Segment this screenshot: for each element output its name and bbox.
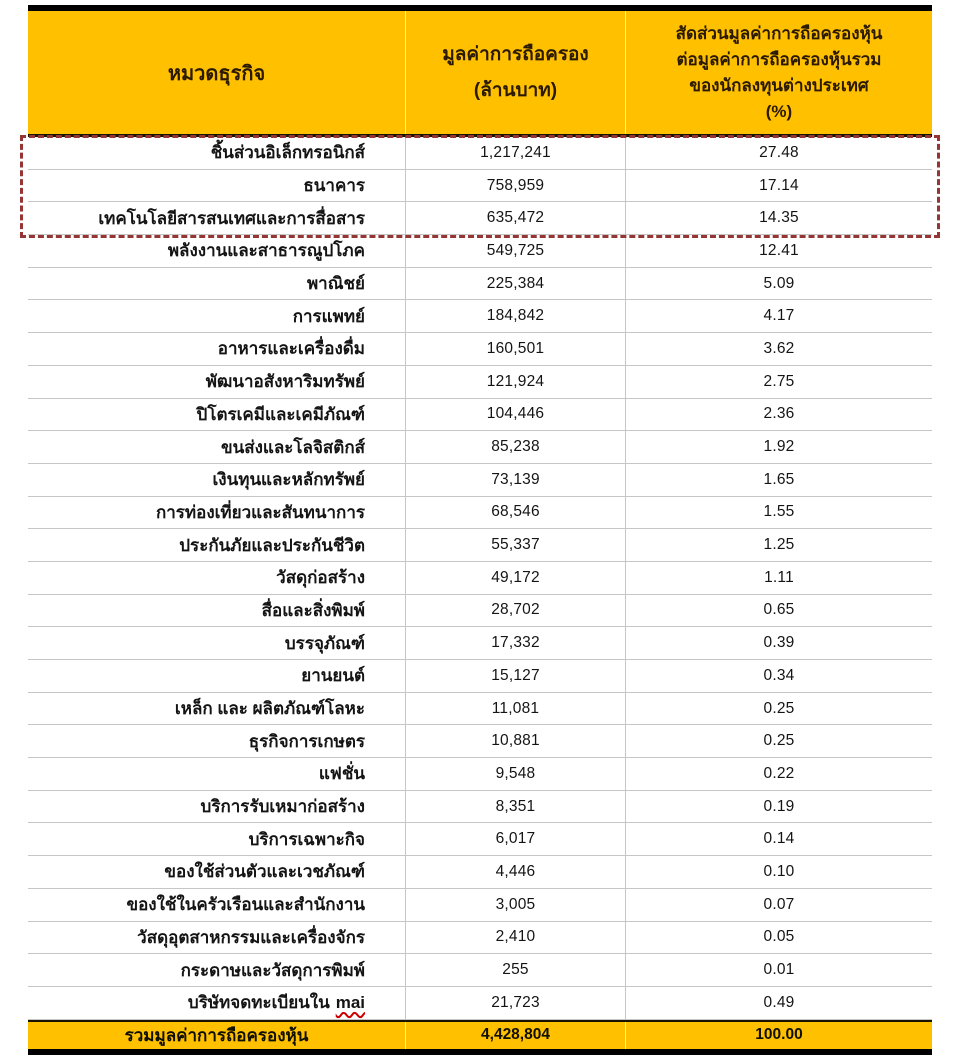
header-pct-line1: สัดส่วนมูลค่าการถือครองหุ้น [675,23,883,43]
sector-name-cell: อาหารและเครื่องดื่ม [217,339,365,359]
table-row [28,725,932,758]
percentage-cell: 0.49 [625,987,932,1019]
holding-value-cell: 2,410 [405,922,625,954]
percentage-cell: 4.17 [625,300,932,332]
table-row [28,889,932,922]
table-row [28,366,932,399]
holding-value-cell: 68,546 [405,497,625,529]
table-row [28,333,932,366]
table-row [28,137,932,170]
table-row [28,627,932,660]
table-row [28,170,932,203]
percentage-cell: 0.22 [625,758,932,790]
table-row [28,497,932,530]
percentage-cell: 0.39 [625,627,932,659]
table-row [28,300,932,333]
sector-name-cell: เทคโนโลยีสารสนเทศและการสื่อสาร [98,208,365,228]
spellcheck-underlined-word: mai [335,992,365,1012]
total-value: 4,428,804 [405,1022,625,1049]
table-row [28,660,932,693]
holding-value-cell: 11,081 [405,693,625,725]
percentage-cell: 1.65 [625,464,932,496]
header-pct-line3: ของนักลงทุนต่างประเทศ [689,75,869,95]
table-row [28,987,932,1020]
table-row [28,562,932,595]
sector-name-cell: การท่องเที่ยวและสันทนาการ [155,502,365,522]
table-row [28,529,932,562]
holding-value-cell: 104,446 [405,399,625,431]
sector-name-cell: ของใช้ส่วนตัวและเวชภัณฑ์ [164,862,365,882]
table-row [28,823,932,856]
percentage-cell: 2.36 [625,399,932,431]
table-row [28,268,932,301]
percentage-cell: 17.14 [625,170,932,202]
percentage-cell: 0.10 [625,856,932,888]
holding-value-cell: 17,332 [405,627,625,659]
sector-name-cell: วัสดุก่อสร้าง [276,568,365,588]
table-row [28,399,932,432]
table-row [28,922,932,955]
sector-name-cell: ปิโตรเคมีและเคมีภัณฑ์ [196,404,365,424]
holding-value-cell: 184,842 [405,300,625,332]
sector-name-cell: บรรจุภัณฑ์ [284,633,365,653]
sector-name-cell: กระดาษและวัสดุการพิมพ์ [180,960,365,980]
holding-value-cell: 15,127 [405,660,625,692]
sector-name-cell: ชิ้นส่วนอิเล็กทรอนิกส์ [210,143,365,163]
sector-name-cell: ประกันภัยและประกันชีวิต [179,535,365,555]
sector-name-cell: เหล็ก และ ผลิตภัณฑ์โลหะ [174,699,365,719]
table-total-row [28,1020,932,1049]
percentage-cell: 2.75 [625,366,932,398]
percentage-cell: 0.07 [625,889,932,921]
header-sector-label: หมวดธุรกิจ [167,62,266,85]
sector-name-cell: การแพทย์ [292,306,365,326]
sector-name-cell: พลังงานและสาธารณูปโภค [167,241,365,261]
holding-value-cell: 1,217,241 [405,137,625,169]
percentage-cell: 0.25 [625,693,932,725]
table-row [28,431,932,464]
sector-name-cell: สื่อและสิ่งพิมพ์ [261,600,365,620]
percentage-cell: 0.65 [625,595,932,627]
holding-value-cell: 121,924 [405,366,625,398]
percentage-cell: 14.35 [625,202,932,234]
holding-value-cell: 9,548 [405,758,625,790]
total-percentage: 100.00 [625,1022,932,1049]
percentage-cell: 0.25 [625,725,932,757]
table-row [28,758,932,791]
holding-value-cell: 28,702 [405,595,625,627]
percentage-cell: 0.05 [625,922,932,954]
percentage-cell: 0.34 [625,660,932,692]
holding-value-cell: 4,446 [405,856,625,888]
sector-name-cell: ธุรกิจการเกษตร [248,731,365,751]
header-holding-value [405,11,625,134]
percentage-cell: 3.62 [625,333,932,365]
table-row [28,595,932,628]
sector-name-cell: พาณิชย์ [306,274,365,294]
holding-value-cell: 73,139 [405,464,625,496]
percentage-cell: 1.11 [625,562,932,594]
total-label: รวมมูลค่าการถือครองหุ้น [124,1025,309,1045]
percentage-cell: 0.14 [625,823,932,855]
percentage-cell: 0.01 [625,954,932,986]
table-row [28,464,932,497]
header-value-line2: (ล้านบาท) [473,79,558,101]
foreign-holding-by-sector-table [28,5,932,1055]
percentage-cell: 1.92 [625,431,932,463]
table-row [28,791,932,824]
holding-value-cell: 160,501 [405,333,625,365]
sector-name-cell: ของใช้ในครัวเรือนและสำนักงาน [126,895,365,915]
sector-name-cell: บริการรับเหมาก่อสร้าง [200,797,365,817]
header-pct-line2: ต่อมูลค่าการถือครองหุ้นรวม [676,49,882,69]
header-percentage [625,11,932,134]
sector-name-cell: ยานยนต์ [301,666,365,686]
holding-value-cell: 10,881 [405,725,625,757]
percentage-cell: 0.19 [625,791,932,823]
header-pct-line4: (%) [765,101,793,121]
table-header-row [28,11,932,137]
holding-value-cell: 21,723 [405,987,625,1019]
table-row [28,235,932,268]
holding-value-cell: 758,959 [405,170,625,202]
sector-name-cell: เงินทุนและหลักทรัพย์ [212,470,365,490]
holding-value-cell: 55,337 [405,529,625,561]
sector-name-cell: พัฒนาอสังหาริมทรัพย์ [205,372,365,392]
holding-value-cell: 8,351 [405,791,625,823]
header-value-line1: มูลค่าการถือครอง [442,43,589,65]
holding-value-cell: 549,725 [405,235,625,267]
sector-name-cell [28,987,405,1019]
holding-value-cell: 85,238 [405,431,625,463]
holding-value-cell: 3,005 [405,889,625,921]
holding-value-cell: 635,472 [405,202,625,234]
percentage-cell: 1.25 [625,529,932,561]
holding-value-cell: 49,172 [405,562,625,594]
sector-name-cell: วัสดุอุตสาหกรรมและเครื่องจักร [137,927,365,947]
sector-name-cell: ขนส่งและโลจิสติกส์ [220,437,365,457]
header-sector [28,11,405,134]
percentage-cell: 27.48 [625,137,932,169]
table-row [28,693,932,726]
sector-name-text: บริษัทจดทะเบียนใน [187,993,330,1013]
table-row [28,202,932,235]
sector-name-cell: ธนาคาร [303,176,365,196]
percentage-cell: 12.41 [625,235,932,267]
percentage-cell: 5.09 [625,268,932,300]
table-body [28,137,932,1020]
percentage-cell: 1.55 [625,497,932,529]
holding-value-cell: 6,017 [405,823,625,855]
holding-value-cell: 255 [405,954,625,986]
sector-name-cell: บริการเฉพาะกิจ [248,829,365,849]
table-row [28,856,932,889]
holding-value-cell: 225,384 [405,268,625,300]
sector-name-cell: แฟชั่น [318,764,365,784]
table-row [28,954,932,987]
